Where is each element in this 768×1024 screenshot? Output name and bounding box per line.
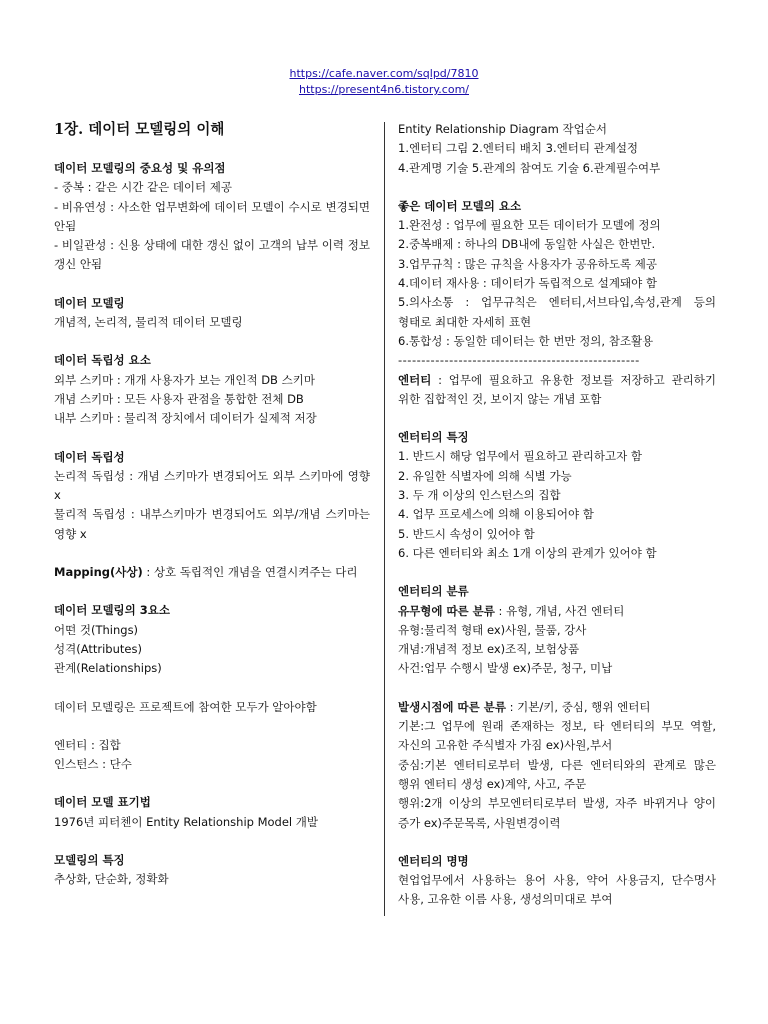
list-item: 내부 스키마 : 물리적 장치에서 데이터가 실제적 저장 bbox=[54, 411, 317, 426]
note-text: 데이터 모델링은 프로젝트에 참여한 모두가 알아야함 bbox=[54, 699, 317, 714]
list-item: 2.중복배제 : 하나의 DB내에 동일한 사실은 한번만. bbox=[398, 237, 656, 252]
list-item: 관계(Relationships) bbox=[54, 661, 162, 676]
section-entity-instance bbox=[54, 736, 370, 775]
left-column bbox=[54, 120, 370, 909]
section-title: 데이터 모델링 bbox=[54, 295, 125, 310]
list-item: 현업업무에서 사용하는 용어 사용, 약어 사용금지, 단수명사 사용, 고유한 이름 사용, 생성의미대로 부여 bbox=[398, 873, 716, 907]
list-item: 엔터티 : 집합 bbox=[54, 737, 121, 752]
list-item: 행위:2개 이상의 부모엔터티로부터 발생, 자주 바뀌거나 양이 증가 ex)주문목록, 사원변경이력 bbox=[398, 796, 716, 830]
section-independence-elements bbox=[54, 351, 370, 428]
section-importance bbox=[54, 159, 370, 275]
list-item: 어떤 것(Things) bbox=[54, 622, 139, 637]
list-item: 4.관계명 기술 5.관계의 참여도 기술 6.관계필수여부 bbox=[398, 160, 661, 175]
list-item: 1.완전성 : 업무에 필요한 모든 데이터가 모델에 정의 bbox=[398, 218, 661, 233]
list-item: 개념:개념적 정보 ex)조직, 보험상품 bbox=[398, 642, 580, 657]
timing-definition: : 기본/키, 중심, 행위 엔터티 bbox=[506, 699, 651, 714]
list-item: 6. 다른 엔터티와 최소 1개 이상의 관계가 있어야 함 bbox=[398, 545, 657, 560]
list-item: 4. 업무 프로세스에 의해 이용되어야 함 bbox=[398, 507, 594, 522]
right-column bbox=[398, 120, 716, 929]
timing-term: 발생시점에 따른 분류 bbox=[398, 699, 506, 714]
dashed-divider: ---------------------------------------------------- bbox=[398, 353, 640, 368]
list-item: 1. 반드시 해당 업무에서 필요하고 관리하고자 함 bbox=[398, 449, 642, 464]
section-entity-features bbox=[398, 428, 716, 563]
list-item: 추상화, 단순화, 정확화 bbox=[54, 872, 169, 887]
list-item: 성격(Attributes) bbox=[54, 641, 142, 656]
section-title: 데이터 독립성 요소 bbox=[54, 353, 151, 368]
list-item: 4.데이터 재사용 : 데이터가 독립적으로 설계돼야 함 bbox=[398, 276, 657, 291]
section-everyone bbox=[54, 698, 370, 717]
list-item: 중심:기본 엔터티로부터 발생, 다른 엔터티와의 관계로 많은 행위 엔터티 생성 ex)계약, 사고, 주문 bbox=[398, 757, 716, 791]
list-item: 1.엔터티 그림 2.엔터티 배치 3.엔터티 관계설정 bbox=[398, 141, 639, 156]
section-title: 엔터티의 특징 bbox=[398, 430, 469, 445]
list-item: - 비일관성 : 신용 상태에 대한 갱신 없이 고객의 납부 이력 정보 갱신 안됨 bbox=[54, 238, 370, 272]
section-three-elements bbox=[54, 601, 370, 678]
blog-link[interactable]: https://present4n6.tistory.com/ bbox=[298, 83, 469, 96]
section-title: 데이터 모델링의 중요성 및 유의점 bbox=[54, 161, 226, 175]
section-features bbox=[54, 851, 370, 890]
section-title: 엔터티의 명명 bbox=[398, 853, 469, 868]
section-title: 데이터 모델링의 3요소 bbox=[54, 603, 170, 618]
list-item: 유형:물리적 형태 ex)사원, 물품, 강사 bbox=[398, 622, 587, 637]
list-item: - 비유연성 : 사소한 업무변화에 데이터 모델이 수시로 변경되면 안됨 bbox=[54, 199, 370, 233]
section-erd bbox=[398, 120, 716, 178]
tangible-definition: : 유형, 개념, 사건 엔터티 bbox=[494, 603, 625, 618]
source-links bbox=[0, 66, 768, 98]
section-independence bbox=[54, 448, 370, 544]
list-item: 5.의사소통 : 업무규칙은 엔터티,서브타입,속성,관계 등의 형태로 최대한 자세히 표현 bbox=[398, 295, 716, 329]
list-item: 외부 스키마 : 개개 사용자가 보는 개인적 DB 스키마 bbox=[54, 372, 315, 387]
column-divider bbox=[384, 122, 385, 916]
mapping-definition: : 상호 독립적인 개념을 연결시켜주는 다리 bbox=[142, 565, 358, 580]
section-entity-definition bbox=[398, 371, 716, 410]
entity-term: 엔터티 bbox=[398, 372, 432, 387]
section-entity-naming bbox=[398, 852, 716, 910]
list-item: 5. 반드시 속성이 있어야 함 bbox=[398, 526, 535, 541]
list-item: 2. 유일한 식별자에 의해 식별 가능 bbox=[398, 468, 572, 483]
list-item: 기본:그 업무에 원래 존재하는 정보, 타 엔터티의 부모 역할, 자신의 고유한 주식별자 가짐 ex)사원,부서 bbox=[398, 719, 716, 753]
section-title: 데이터 독립성 bbox=[54, 449, 125, 464]
section-modeling bbox=[54, 294, 370, 333]
list-item: 사건:업무 수행시 발생 ex)주문, 청구, 미납 bbox=[398, 661, 613, 676]
list-item: 논리적 독립성 : 개념 스키마가 변경되어도 외부 스키마에 영향 x bbox=[54, 468, 370, 503]
list-item: 개념적, 논리적, 물리적 데이터 모델링 bbox=[54, 315, 243, 330]
list-item: 개념 스키마 : 모든 사용자 관점을 통합한 전체 DB bbox=[54, 391, 304, 406]
classification-heading bbox=[398, 602, 716, 621]
section-good-model bbox=[398, 197, 716, 371]
section-title: 데이터 모델 표기법 bbox=[54, 795, 151, 810]
section-mapping bbox=[54, 563, 370, 582]
tangible-term: 유무형에 따른 분류 bbox=[398, 603, 495, 618]
list-item: 인스턴스 : 단수 bbox=[54, 757, 132, 772]
entity-definition: : 업무에 필요하고 유용한 정보를 저장하고 관리하기 위한 집합적인 것, 보이지 않는 개념 포함 bbox=[398, 372, 716, 406]
list-item: - 중복 : 같은 시간 같은 데이터 제공 bbox=[54, 180, 233, 195]
cafe-link[interactable]: https://cafe.naver.com/sqlpd/7810 bbox=[289, 67, 479, 80]
section-title: Entity Relationship Diagram 작업순서 bbox=[398, 122, 607, 136]
mapping-term: Mapping(사상) bbox=[54, 565, 143, 580]
list-item: 6.통합성 : 동일한 데이터는 한 번만 정의, 참조활용 bbox=[398, 333, 654, 348]
section-entity-classification bbox=[398, 582, 716, 678]
section-entity-timing bbox=[398, 698, 716, 833]
section-title: 좋은 데이터 모델의 요소 bbox=[398, 198, 522, 213]
list-item: 물리적 독립성 : 내부스키마가 변경되어도 외부/개념 스키마는 영향 x bbox=[54, 507, 370, 541]
list-item: 1976년 피터첸이 Entity Relationship Model 개발 bbox=[54, 814, 319, 829]
section-title: 엔터티의 분류 bbox=[398, 584, 469, 599]
list-item: 3.업무규칙 : 많은 규칙을 사용자가 공유하도록 제공 bbox=[398, 256, 657, 271]
section-notation bbox=[54, 793, 370, 832]
chapter-title: 1장. 데이터 모델링의 이해 bbox=[54, 121, 225, 138]
section-title: 모델링의 특징 bbox=[54, 853, 125, 868]
classification-heading bbox=[398, 698, 716, 717]
list-item: 3. 두 개 이상의 인스턴스의 집합 bbox=[398, 488, 561, 503]
